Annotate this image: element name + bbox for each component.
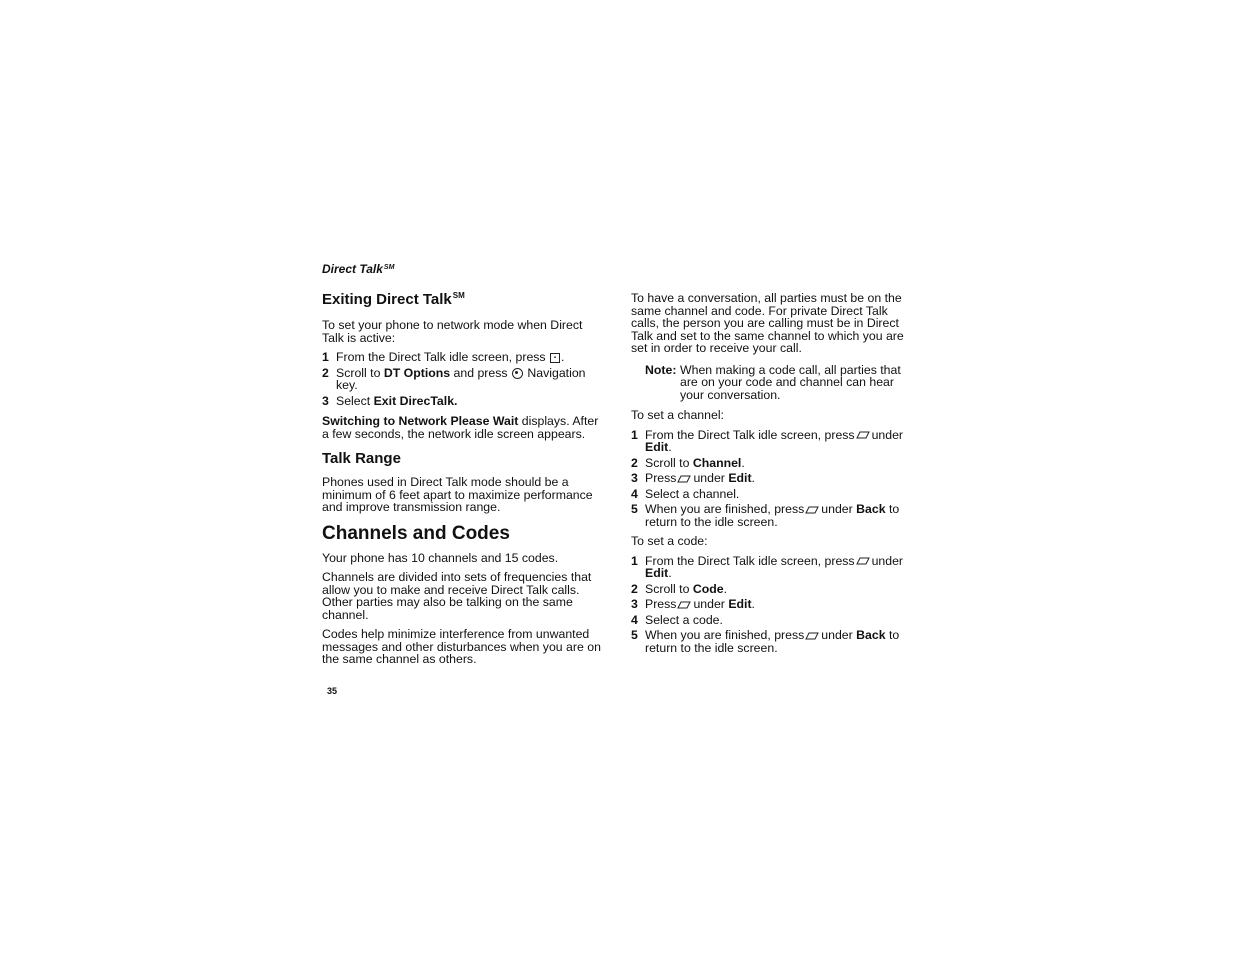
conversation-intro: To have a conversation, all parties must be on the same channel and code. For private Direct Talk calls, the person you are calling must be in Direct Talk and set to the same channel to which you are set in order to receive your call.	[631, 291, 904, 355]
channels-p3: Codes help minimize interference from unwanted messages and other disturbances when you are on the same channel as others.	[322, 627, 601, 666]
softkey-icon	[805, 632, 819, 640]
exiting-intro: To set your phone to network mode when Direct Talk is active:	[322, 318, 583, 345]
code-step-1: 1 From the Direct Talk idle screen, press under Edit.	[631, 553, 904, 580]
step-1: 1 From the Direct Talk idle screen, press ▪ .	[322, 350, 565, 364]
section-heading-exiting: Exiting Direct Talk℠	[322, 291, 465, 308]
page-number: 35	[327, 686, 338, 696]
section-heading-talk-range: Talk Range	[322, 450, 401, 467]
code-step-5: 5 When you are finished, press under Back to return to the idle screen.	[631, 628, 900, 655]
code-step-4: 4 Select a code.	[631, 612, 723, 627]
channel-step-2: 2 Scroll to Channel.	[631, 455, 745, 470]
step-2: 2 Scroll to DT Options and press Navigation key.	[322, 365, 586, 392]
header-title: Direct Talk	[322, 262, 383, 276]
set-channel-lead: To set a channel:	[631, 408, 724, 422]
navigation-key-icon	[512, 368, 523, 379]
step-3: 3 Select Exit DirecTalk.	[322, 393, 458, 408]
right-column	[631, 292, 913, 657]
set-code-lead: To set a code:	[631, 534, 708, 548]
softkey-icon	[856, 431, 870, 439]
softkey-icon	[805, 506, 819, 514]
note: Note: When making a code call, all parties that are on your code and channel can hear your conversation.	[645, 362, 901, 402]
channel-step-3: 3 Press under Edit.	[631, 471, 755, 485]
channel-step-4: 4 Select a channel.	[631, 486, 740, 501]
service-mark: SM	[452, 291, 465, 300]
code-step-3: 3 Press under Edit.	[631, 597, 755, 611]
menu-key-icon: ▪	[550, 353, 560, 363]
talk-range-text: Phones used in Direct Talk mode should be a minimum of 6 feet apart to maximize performance and improve transmission range.	[322, 475, 593, 514]
channel-step-5: 5 When you are finished, press under Back to return to the idle screen.	[631, 502, 900, 529]
code-step-2: 2 Scroll to Code.	[631, 581, 728, 596]
channels-p2: Channels are divided into sets of frequencies that allow you to make and receive Direct Talk calls. Other parties may also be talking on the same channel.	[322, 570, 592, 622]
channels-p1: Your phone has 10 channels and 15 codes.	[322, 550, 559, 565]
softkey-icon	[856, 557, 870, 565]
softkey-icon	[677, 475, 691, 483]
service-mark: SM	[383, 264, 395, 271]
exiting-result: Switching to Network Please Wait displays. After a few seconds, the network idle screen appears.	[322, 414, 599, 441]
softkey-icon	[677, 601, 691, 609]
running-header	[322, 262, 394, 276]
left-column	[322, 291, 604, 673]
channel-step-1: 1 From the Direct Talk idle screen, press under Edit.	[631, 427, 904, 454]
section-heading-channels: Channels and Codes	[322, 522, 510, 544]
